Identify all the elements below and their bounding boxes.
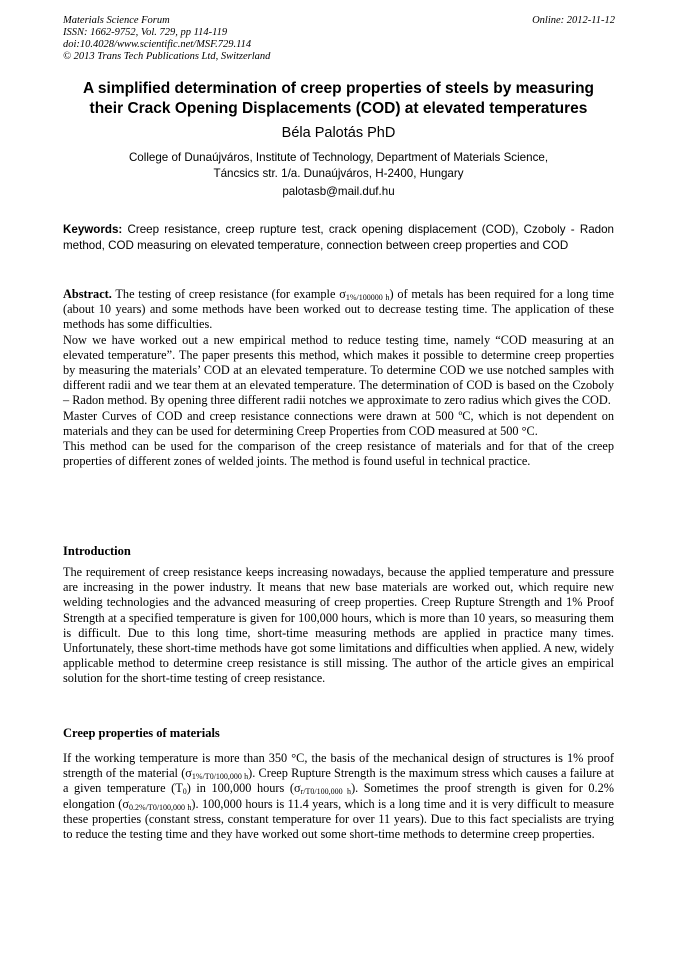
copyright-line: © 2013 Trans Tech Publications Ltd, Switzerland — [63, 51, 271, 62]
abstract-subscript: 1%/100000 h — [345, 293, 390, 302]
abstract-paragraph-3: Master Curves of COD and creep resistance connections were drawn at 500 ºC, which is not dependent on materials and they can be used for determining Creep Properties from COD measured at 500 °C. — [63, 408, 614, 438]
paper-title — [63, 79, 614, 119]
abstract-paragraph-2: Now we have worked out a new empirical method to reduce testing time, namely “COD measuring at an elevated temperature”. The paper presents this method, which makes it possible to determine creep properties by measuring the materials’ COD at an elevated temperature. To determine COD we use notched samples with different radii and we tear them at an elevated temperature. The determination of COD is based on the Czoboly – Radon method. By opening three different radii notches we approximate to zero radius which gives the COD. — [63, 332, 614, 408]
title-line-1: A simplified determination of creep properties of steels by measuring — [82, 80, 595, 97]
creep-subscript-4: 0.2%/T0/100,000 h — [129, 802, 192, 812]
abstract-text-a: The testing of creep resistance (for example σ — [115, 287, 346, 301]
abstract-text-b: ) of metals has been required for a long time (about 10 years) and some methods have been worked out to decrease testing time. The application of these methods has some difficulties. — [63, 287, 614, 332]
abstract-paragraph-4: This method can be used for the comparison of the creep resistance of materials and for that of the creep properties of different zones of welded joints. The method is found useful in technical practice. — [63, 439, 614, 469]
creep-text-3: ) in 100,000 hours (σ — [186, 781, 301, 796]
affiliation-line-2: Táncsics str. 1/a. Dunaújváros, H-2400, Hungary — [213, 167, 464, 180]
author-email[interactable]: palotasb@mail.duf.hu — [282, 185, 395, 198]
keywords-label: Keywords: — [63, 223, 123, 236]
keywords-text: Creep resistance, creep rupture test, crack opening displacement (COD), Czoboly - Radon method, COD measuring on elevated temperature, connection between creep properties and COD — [63, 223, 614, 252]
introduction-paragraph: The requirement of creep resistance keeps increasing nowadays, because the applied temperature and pressure are increasing in the power industry. It means that new base materials are worked out, which require new welding technologies and the advanced measuring of creep properties. Creep Rupture Strength and 1% Proof Strength at a specified temperature is given for 100,000 hours, which is more than 10 years, so measuring them is difficult. Due to this long time, short-time measuring methods are applied in practice many times. Unfortunately, these short-time methods have got some limitations and difficulties when applied. A new, widely applicable method to determine creep resistance is still missing. The author of the article gives an empirical solution for the short-time testing of creep resistance. — [63, 565, 614, 686]
affiliation — [63, 150, 614, 182]
abstract-label: Abstract. — [63, 287, 112, 301]
abstract-paragraph-1 — [63, 287, 614, 333]
introduction-body — [63, 565, 614, 687]
title-line-2: their Crack Opening Displacements (COD) at elevated temperatures — [89, 100, 588, 117]
creep-text-5: ). 100,000 hours is 11.4 years, which is a long time and it is very difficult to measure these properties (constant stress, constant temperature for over 11 years). Due to this fact specialists are trying to reduce the testing time and they have worked out some short-time methods to determine creep properties. — [63, 796, 614, 842]
journal-name: Materials Science Forum — [63, 15, 170, 26]
abstract — [63, 287, 614, 469]
creep-text-4: ). Sometimes the proof strength is given for 0.2% elongation (σ — [63, 781, 614, 811]
online-date: Online: 2012-11-12 — [532, 15, 615, 26]
creep-properties-body — [63, 751, 614, 842]
journal-header — [63, 15, 270, 63]
affiliation-line-1: College of Dunaújváros, Institute of Technology, Department of Materials Science, — [128, 151, 549, 164]
creep-subscript-1: 1%/T0/100,000 h — [191, 772, 249, 782]
doi-line: doi:10.4028/www.scientific.net/MSF.729.114 — [63, 39, 252, 50]
introduction-heading: Introduction — [63, 544, 131, 558]
author-name: Béla Palotás PhD — [281, 125, 396, 141]
keywords — [63, 222, 614, 254]
creep-text-1: If the working temperature is more than 350 °C, the basis of the mechanical design of structures is 1% proof strength of the material (σ — [63, 751, 614, 781]
creep-properties-heading: Creep properties of materials — [63, 726, 220, 740]
creep-text-2: ). Creep Rupture Strength is the maximum stress which causes a failure at a given temperature (T — [63, 766, 614, 796]
creep-subscript-3: r/T0/100,000 h — [300, 787, 352, 797]
creep-properties-paragraph — [63, 751, 614, 842]
creep-subscript-2: 0 — [182, 787, 187, 797]
issn-line: ISSN: 1662-9752, Vol. 729, pp 114-119 — [63, 27, 228, 38]
